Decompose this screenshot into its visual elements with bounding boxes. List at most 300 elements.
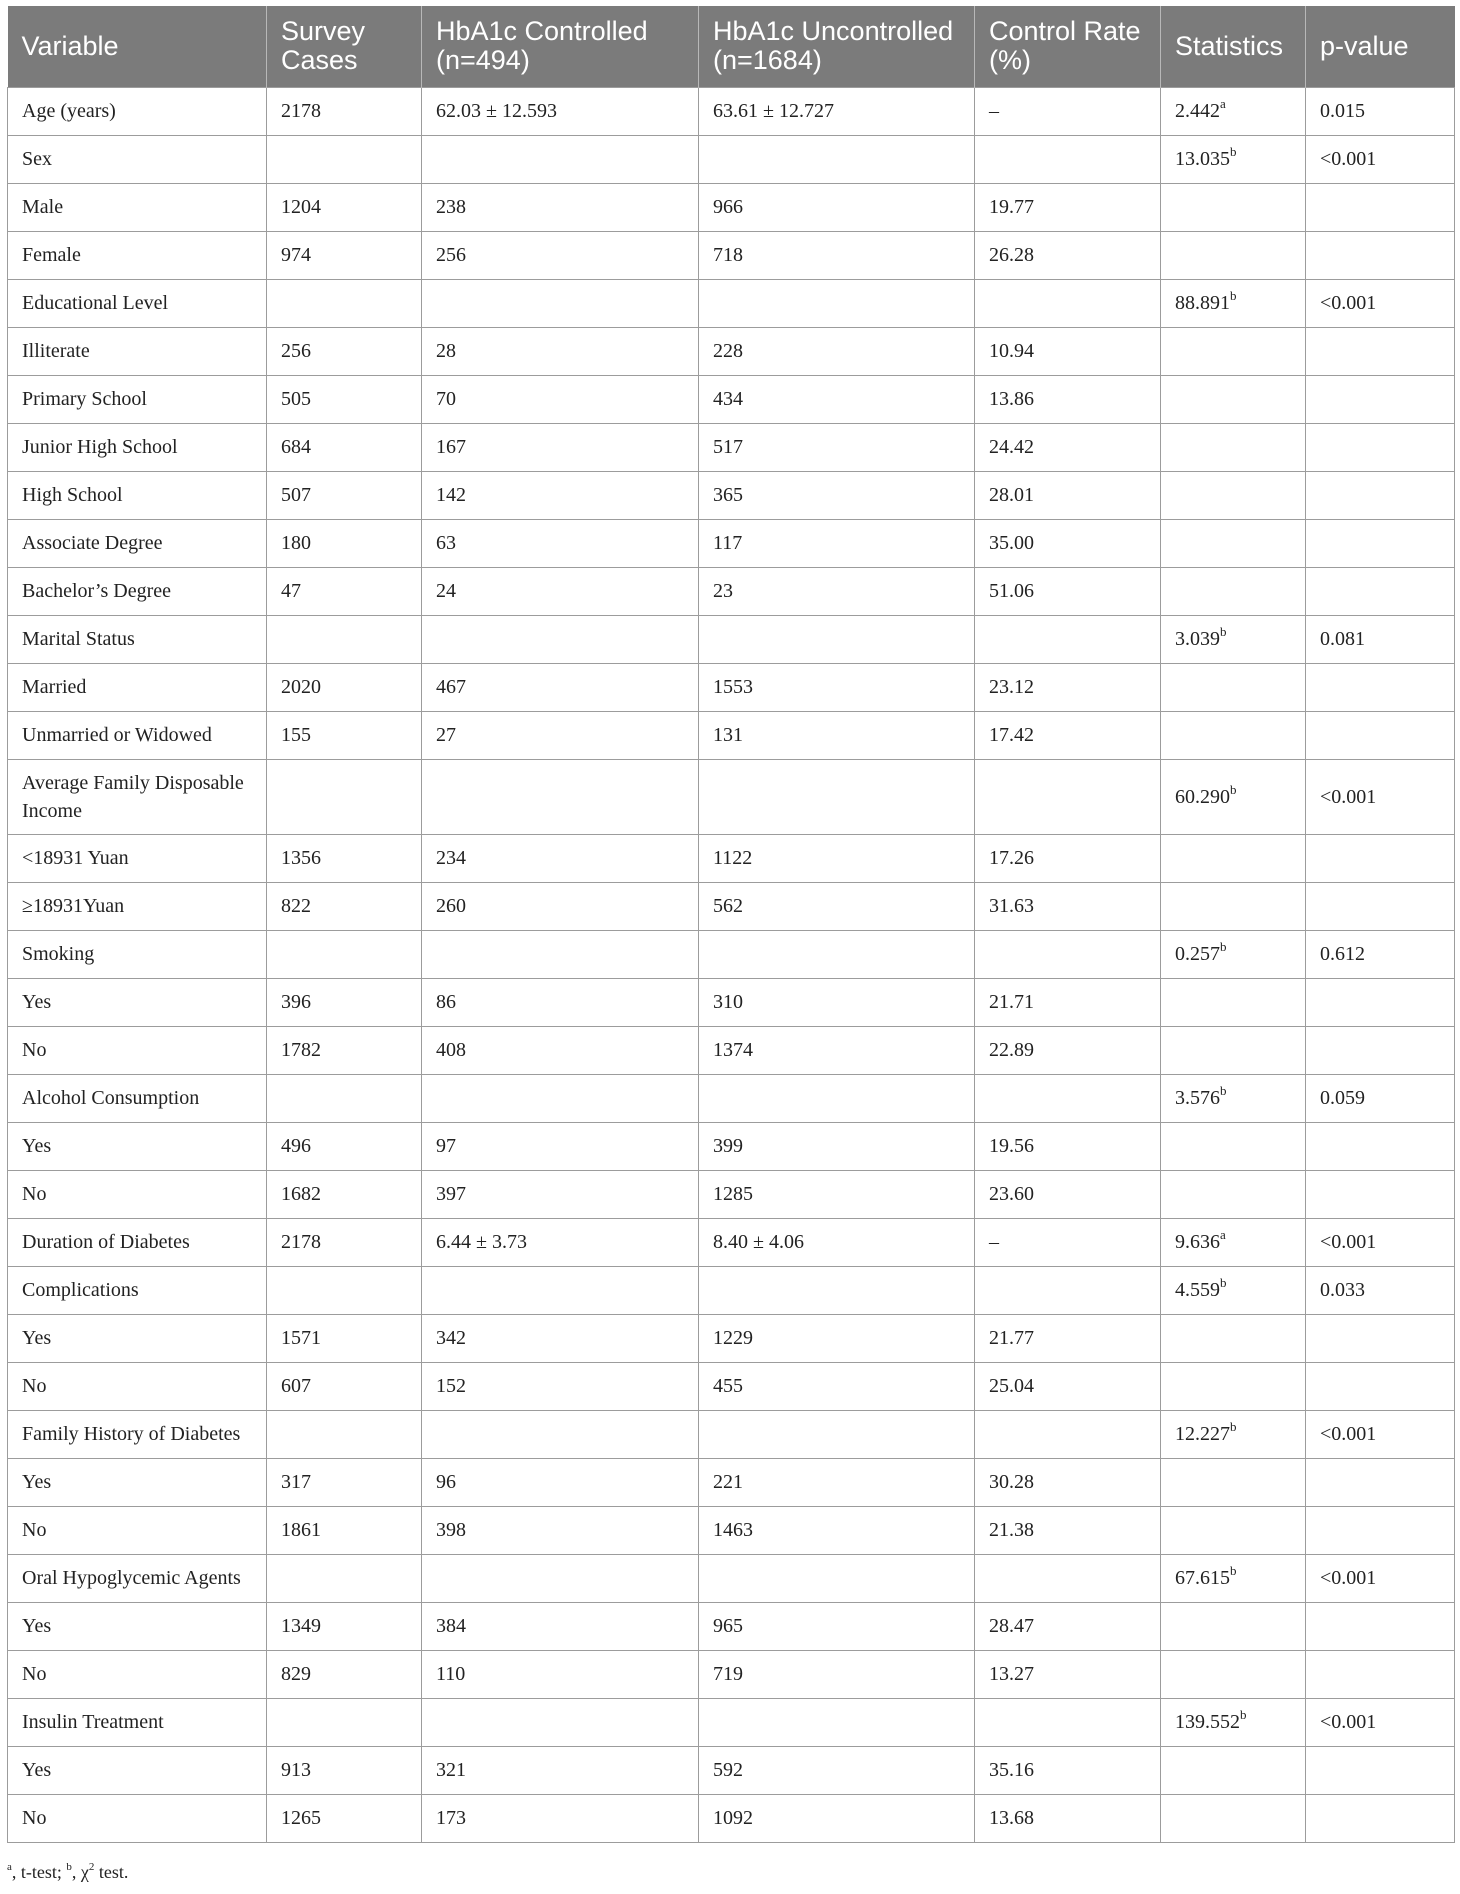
cell-controlled-value: 110 — [436, 1663, 466, 1685]
cell-controlled-value: 6.44 ± 3.73 — [436, 1231, 527, 1253]
cell-control-rate-value: 35.16 — [989, 1759, 1034, 1781]
cell-p-value — [1306, 1602, 1455, 1650]
cell-uncontrolled — [699, 1698, 975, 1746]
cell-controlled — [422, 423, 699, 471]
table-row — [8, 567, 1455, 615]
cell-survey-cases-value: 913 — [281, 1759, 311, 1781]
cell-control-rate-value: 17.26 — [989, 847, 1034, 869]
cell-survey-cases — [267, 567, 422, 615]
cell-survey-cases — [267, 135, 422, 183]
cell-variable-value: Illiterate — [22, 340, 90, 362]
statistic-test-marker: b — [1220, 939, 1227, 955]
cell-uncontrolled-value: 221 — [713, 1471, 743, 1493]
table-row — [8, 834, 1455, 882]
cell-statistics — [1161, 1362, 1306, 1410]
cell-controlled — [422, 663, 699, 711]
cell-uncontrolled-value: 1229 — [713, 1327, 753, 1349]
cell-uncontrolled — [699, 1362, 975, 1410]
cell-controlled — [422, 1026, 699, 1074]
cell-p-value-value: <0.001 — [1320, 292, 1377, 314]
cell-survey-cases — [267, 1074, 422, 1122]
cell-variable-value: Alcohol Consumption — [22, 1087, 200, 1109]
cell-survey-cases — [267, 1314, 422, 1362]
cell-p-value — [1306, 1554, 1455, 1602]
cell-control-rate — [975, 1458, 1161, 1506]
cell-survey-cases — [267, 882, 422, 930]
cell-survey-cases — [267, 423, 422, 471]
cell-controlled — [422, 834, 699, 882]
table-row — [8, 183, 1455, 231]
cell-variable — [8, 1026, 267, 1074]
cell-variable — [8, 279, 267, 327]
cell-statistics — [1161, 279, 1306, 327]
cell-uncontrolled-value: 365 — [713, 484, 743, 506]
cell-control-rate-value: 31.63 — [989, 895, 1034, 917]
cell-control-rate-value: 51.06 — [989, 580, 1034, 602]
cell-variable — [8, 327, 267, 375]
cell-uncontrolled-value: 1374 — [713, 1039, 753, 1061]
cell-controlled — [422, 882, 699, 930]
table-row — [8, 1218, 1455, 1266]
cell-uncontrolled — [699, 1266, 975, 1314]
cell-control-rate — [975, 1170, 1161, 1218]
cell-control-rate — [975, 615, 1161, 663]
cell-survey-cases-value: 505 — [281, 388, 311, 410]
cell-control-rate — [975, 279, 1161, 327]
cell-variable — [8, 1698, 267, 1746]
cell-controlled-value: 167 — [436, 436, 466, 458]
cell-control-rate-value: 13.27 — [989, 1663, 1034, 1685]
cell-survey-cases — [267, 1602, 422, 1650]
cell-uncontrolled-value: 455 — [713, 1375, 743, 1397]
cell-variable-value: Yes — [22, 1327, 52, 1349]
cell-control-rate-value: 25.04 — [989, 1375, 1034, 1397]
statistic-test-marker: a — [1220, 1227, 1226, 1243]
cell-survey-cases-value: 1356 — [281, 847, 321, 869]
cell-statistics — [1161, 711, 1306, 759]
cell-variable — [8, 1506, 267, 1554]
cell-uncontrolled — [699, 1074, 975, 1122]
cell-control-rate — [975, 471, 1161, 519]
cell-control-rate-value: 21.77 — [989, 1327, 1034, 1349]
cell-p-value — [1306, 978, 1455, 1026]
cell-variable — [8, 711, 267, 759]
cell-statistics — [1161, 1074, 1306, 1122]
cell-survey-cases — [267, 1410, 422, 1458]
footnote-mark-a: a — [7, 1861, 12, 1873]
cell-controlled — [422, 1410, 699, 1458]
cell-uncontrolled-value: 966 — [713, 196, 743, 218]
cell-control-rate — [975, 375, 1161, 423]
cell-control-rate — [975, 1026, 1161, 1074]
cell-p-value — [1306, 882, 1455, 930]
cell-control-rate-value: – — [989, 1231, 999, 1253]
cell-p-value — [1306, 1698, 1455, 1746]
cell-variable — [8, 423, 267, 471]
statistic-test-marker: b — [1220, 624, 1227, 640]
cell-control-rate — [975, 135, 1161, 183]
cell-uncontrolled — [699, 183, 975, 231]
cell-controlled-value: 398 — [436, 1519, 466, 1541]
cell-uncontrolled-value: 1553 — [713, 676, 753, 698]
cell-controlled-value: 342 — [436, 1327, 466, 1349]
cell-uncontrolled — [699, 759, 975, 834]
cell-survey-cases — [267, 519, 422, 567]
cell-uncontrolled-value: 517 — [713, 436, 743, 458]
cell-variable — [8, 1554, 267, 1602]
cell-uncontrolled-value: 1122 — [713, 847, 753, 869]
table-row — [8, 1266, 1455, 1314]
cell-controlled-value: 142 — [436, 484, 466, 506]
cell-variable-value: <18931 Yuan — [22, 847, 129, 869]
cell-controlled — [422, 375, 699, 423]
header-hba1c-uncontrolled: HbA1c Uncontrolled (n=1684) — [699, 6, 975, 87]
header-statistics: Statistics — [1161, 6, 1306, 87]
cell-survey-cases — [267, 711, 422, 759]
cell-statistics — [1161, 567, 1306, 615]
cell-variable — [8, 1746, 267, 1794]
cell-survey-cases-value: 496 — [281, 1135, 311, 1157]
data-table-container — [7, 6, 1454, 1843]
table-row — [8, 1602, 1455, 1650]
cell-controlled — [422, 1602, 699, 1650]
cell-control-rate — [975, 1602, 1161, 1650]
cell-survey-cases — [267, 1746, 422, 1794]
cell-controlled — [422, 1266, 699, 1314]
statistic-test-marker: b — [1230, 1419, 1237, 1435]
cell-variable-value: Educational Level — [22, 292, 169, 314]
cell-statistics — [1161, 1410, 1306, 1458]
cell-survey-cases — [267, 279, 422, 327]
cell-survey-cases-value: 829 — [281, 1663, 311, 1685]
cell-uncontrolled — [699, 663, 975, 711]
cell-p-value-value: <0.001 — [1320, 148, 1377, 170]
cell-control-rate-value: – — [989, 100, 999, 122]
cell-uncontrolled — [699, 423, 975, 471]
table-row — [8, 231, 1455, 279]
cell-controlled — [422, 1362, 699, 1410]
cell-variable-value: Sex — [22, 148, 52, 170]
cell-statistics — [1161, 519, 1306, 567]
cell-controlled-value: 28 — [436, 340, 456, 362]
cell-survey-cases-value: 1571 — [281, 1327, 321, 1349]
cell-variable-value: Junior High School — [22, 436, 178, 458]
cell-control-rate-value: 22.89 — [989, 1039, 1034, 1061]
cell-uncontrolled-value: 399 — [713, 1135, 743, 1157]
table-row — [8, 1698, 1455, 1746]
cell-control-rate-value: 21.38 — [989, 1519, 1034, 1541]
cell-controlled — [422, 1698, 699, 1746]
cell-control-rate — [975, 663, 1161, 711]
cell-statistics — [1161, 375, 1306, 423]
cell-variable — [8, 1122, 267, 1170]
cell-controlled-value: 321 — [436, 1759, 466, 1781]
cell-variable — [8, 519, 267, 567]
table-row — [8, 135, 1455, 183]
cell-uncontrolled — [699, 1458, 975, 1506]
cell-p-value — [1306, 1410, 1455, 1458]
cell-statistics — [1161, 327, 1306, 375]
cell-variable — [8, 375, 267, 423]
footnote-mark-squared: 2 — [88, 1861, 95, 1873]
table-footnote — [7, 1862, 128, 1883]
cell-uncontrolled — [699, 375, 975, 423]
table-row — [8, 882, 1455, 930]
cell-control-rate-value: 19.56 — [989, 1135, 1034, 1157]
cell-control-rate — [975, 711, 1161, 759]
cell-p-value-value: <0.001 — [1320, 1423, 1377, 1445]
cell-survey-cases — [267, 930, 422, 978]
cell-survey-cases — [267, 1650, 422, 1698]
statistic-test-marker: b — [1230, 288, 1237, 304]
cell-variable-value: Smoking — [22, 943, 95, 965]
cell-uncontrolled-value: 434 — [713, 388, 743, 410]
cell-controlled — [422, 1458, 699, 1506]
cell-survey-cases-value: 684 — [281, 436, 311, 458]
cell-statistics — [1161, 183, 1306, 231]
cell-p-value — [1306, 711, 1455, 759]
cell-control-rate — [975, 1218, 1161, 1266]
cell-p-value — [1306, 1170, 1455, 1218]
cell-variable — [8, 1650, 267, 1698]
cell-p-value — [1306, 375, 1455, 423]
cell-survey-cases-value: 1682 — [281, 1183, 321, 1205]
table-row — [8, 1554, 1455, 1602]
cell-statistics — [1161, 1602, 1306, 1650]
cell-variable — [8, 882, 267, 930]
cell-survey-cases — [267, 231, 422, 279]
cell-statistics-value: 3.039 — [1175, 628, 1220, 650]
cell-control-rate — [975, 1314, 1161, 1362]
table-row — [8, 423, 1455, 471]
cell-uncontrolled — [699, 834, 975, 882]
cell-variable-value: Female — [22, 244, 81, 266]
cell-control-rate — [975, 978, 1161, 1026]
cell-survey-cases-value: 822 — [281, 895, 311, 917]
table-row — [8, 1170, 1455, 1218]
cell-statistics — [1161, 471, 1306, 519]
cell-variable-value: No — [22, 1375, 47, 1397]
cell-controlled — [422, 231, 699, 279]
cell-uncontrolled — [699, 1218, 975, 1266]
cell-controlled — [422, 1554, 699, 1602]
cell-control-rate-value: 35.00 — [989, 532, 1034, 554]
cell-p-value — [1306, 519, 1455, 567]
cell-survey-cases — [267, 1794, 422, 1842]
cell-uncontrolled-value: 8.40 ± 4.06 — [713, 1231, 804, 1253]
header-hba1c-controlled: HbA1c Controlled (n=494) — [422, 6, 699, 87]
statistic-test-marker: b — [1230, 1563, 1237, 1579]
header-variable: Variable — [8, 6, 267, 87]
cell-variable-value: Unmarried or Widowed — [22, 724, 212, 746]
cell-variable — [8, 978, 267, 1026]
cell-controlled — [422, 1074, 699, 1122]
cell-uncontrolled-value: 131 — [713, 724, 743, 746]
cell-control-rate — [975, 1506, 1161, 1554]
cell-controlled-value: 70 — [436, 388, 456, 410]
cell-p-value — [1306, 1458, 1455, 1506]
cell-survey-cases-value: 1265 — [281, 1807, 321, 1829]
cell-survey-cases-value: 2020 — [281, 676, 321, 698]
cell-uncontrolled — [699, 1026, 975, 1074]
cell-variable — [8, 87, 267, 135]
cell-uncontrolled-value: 562 — [713, 895, 743, 917]
cell-uncontrolled-value: 1463 — [713, 1519, 753, 1541]
cell-controlled-value: 408 — [436, 1039, 466, 1061]
table-row — [8, 978, 1455, 1026]
cell-controlled-value: 96 — [436, 1471, 456, 1493]
cell-variable — [8, 1602, 267, 1650]
cell-uncontrolled — [699, 882, 975, 930]
table-row — [8, 1410, 1455, 1458]
cell-control-rate — [975, 1410, 1161, 1458]
cell-p-value — [1306, 231, 1455, 279]
statistic-test-marker: a — [1220, 96, 1226, 112]
table-row — [8, 759, 1455, 834]
cell-controlled-value: 397 — [436, 1183, 466, 1205]
cell-controlled — [422, 471, 699, 519]
cell-uncontrolled — [699, 1314, 975, 1362]
cell-uncontrolled — [699, 327, 975, 375]
cell-statistics — [1161, 759, 1306, 834]
table-row — [8, 663, 1455, 711]
table-row — [8, 471, 1455, 519]
cell-controlled — [422, 1122, 699, 1170]
cell-controlled — [422, 711, 699, 759]
cell-survey-cases — [267, 375, 422, 423]
cell-p-value — [1306, 1122, 1455, 1170]
header-survey-cases: Survey Cases — [267, 6, 422, 87]
cell-control-rate-value: 21.71 — [989, 991, 1034, 1013]
cell-p-value-value: 0.081 — [1320, 628, 1365, 650]
footnote-text-end: test. — [94, 1862, 129, 1882]
cell-survey-cases-value: 974 — [281, 244, 311, 266]
cell-controlled — [422, 1794, 699, 1842]
cell-statistics-value: 67.615 — [1175, 1567, 1230, 1589]
cell-statistics — [1161, 1506, 1306, 1554]
table-row — [8, 375, 1455, 423]
cell-uncontrolled — [699, 615, 975, 663]
cell-control-rate — [975, 183, 1161, 231]
cell-p-value — [1306, 834, 1455, 882]
cell-survey-cases — [267, 327, 422, 375]
cell-controlled — [422, 1170, 699, 1218]
table-header — [8, 6, 1455, 87]
cell-uncontrolled-value: 228 — [713, 340, 743, 362]
cell-statistics-value: 88.891 — [1175, 292, 1230, 314]
cell-survey-cases-value: 1349 — [281, 1615, 321, 1637]
cell-controlled-value: 62.03 ± 12.593 — [436, 100, 557, 122]
cell-uncontrolled — [699, 1794, 975, 1842]
cell-control-rate-value: 13.86 — [989, 388, 1034, 410]
cell-statistics — [1161, 615, 1306, 663]
cell-survey-cases — [267, 471, 422, 519]
cell-uncontrolled-value: 63.61 ± 12.727 — [713, 100, 834, 122]
cell-uncontrolled-value: 718 — [713, 244, 743, 266]
cell-uncontrolled-value: 965 — [713, 1615, 743, 1637]
cell-survey-cases — [267, 1122, 422, 1170]
cell-control-rate — [975, 1074, 1161, 1122]
table-row — [8, 615, 1455, 663]
cell-variable-value: Average Family Disposable Income — [22, 771, 244, 822]
cell-variable-value: No — [22, 1183, 47, 1205]
cell-p-value-value: 0.015 — [1320, 100, 1365, 122]
cell-variable — [8, 615, 267, 663]
footnote-mark-b: b — [66, 1861, 72, 1873]
cell-controlled-value: 238 — [436, 196, 466, 218]
cell-uncontrolled — [699, 1170, 975, 1218]
cell-survey-cases-value: 2178 — [281, 1231, 321, 1253]
cell-control-rate-value: 10.94 — [989, 340, 1034, 362]
statistic-test-marker: b — [1230, 144, 1237, 160]
cell-variable-value: Yes — [22, 1759, 52, 1781]
cell-p-value — [1306, 1266, 1455, 1314]
cell-survey-cases — [267, 1266, 422, 1314]
cell-variable-value: Married — [22, 676, 87, 698]
cell-statistics — [1161, 1746, 1306, 1794]
table-row — [8, 1650, 1455, 1698]
table-row — [8, 1362, 1455, 1410]
cell-p-value — [1306, 1794, 1455, 1842]
cell-variable — [8, 663, 267, 711]
cell-p-value-value: 0.059 — [1320, 1087, 1365, 1109]
cell-control-rate — [975, 930, 1161, 978]
cell-survey-cases — [267, 1170, 422, 1218]
cell-controlled — [422, 519, 699, 567]
cell-survey-cases — [267, 87, 422, 135]
table-row — [8, 1074, 1455, 1122]
cell-statistics — [1161, 1458, 1306, 1506]
cell-statistics-value: 3.576 — [1175, 1087, 1220, 1109]
cell-uncontrolled — [699, 135, 975, 183]
cell-statistics — [1161, 135, 1306, 183]
cell-variable-value: No — [22, 1039, 47, 1061]
cell-statistics — [1161, 1266, 1306, 1314]
cell-p-value — [1306, 1314, 1455, 1362]
cell-statistics-value: 13.035 — [1175, 148, 1230, 170]
cell-p-value — [1306, 1650, 1455, 1698]
cell-control-rate-value: 24.42 — [989, 436, 1034, 458]
cell-control-rate — [975, 1794, 1161, 1842]
cell-uncontrolled — [699, 471, 975, 519]
cell-control-rate-value: 17.42 — [989, 724, 1034, 746]
cell-statistics — [1161, 1314, 1306, 1362]
cell-variable-value: Duration of Diabetes — [22, 1231, 190, 1253]
cell-uncontrolled — [699, 1506, 975, 1554]
cell-uncontrolled-value: 719 — [713, 1663, 743, 1685]
cell-controlled-value: 384 — [436, 1615, 466, 1637]
cell-p-value — [1306, 327, 1455, 375]
cell-controlled-value: 86 — [436, 991, 456, 1013]
cell-variable — [8, 135, 267, 183]
cell-control-rate — [975, 423, 1161, 471]
cell-controlled — [422, 1314, 699, 1362]
cell-control-rate-value: 28.01 — [989, 484, 1034, 506]
cell-controlled — [422, 327, 699, 375]
table-row — [8, 1458, 1455, 1506]
cell-variable — [8, 930, 267, 978]
cell-control-rate — [975, 567, 1161, 615]
cell-statistics — [1161, 663, 1306, 711]
cell-variable-value: Oral Hypoglycemic Agents — [22, 1567, 241, 1589]
cell-control-rate-value: 19.77 — [989, 196, 1034, 218]
cell-survey-cases-value: 1204 — [281, 196, 321, 218]
cell-variable-value: No — [22, 1519, 47, 1541]
cell-uncontrolled — [699, 87, 975, 135]
cell-control-rate — [975, 1362, 1161, 1410]
cell-controlled-value: 467 — [436, 676, 466, 698]
cell-controlled-value: 97 — [436, 1135, 456, 1157]
